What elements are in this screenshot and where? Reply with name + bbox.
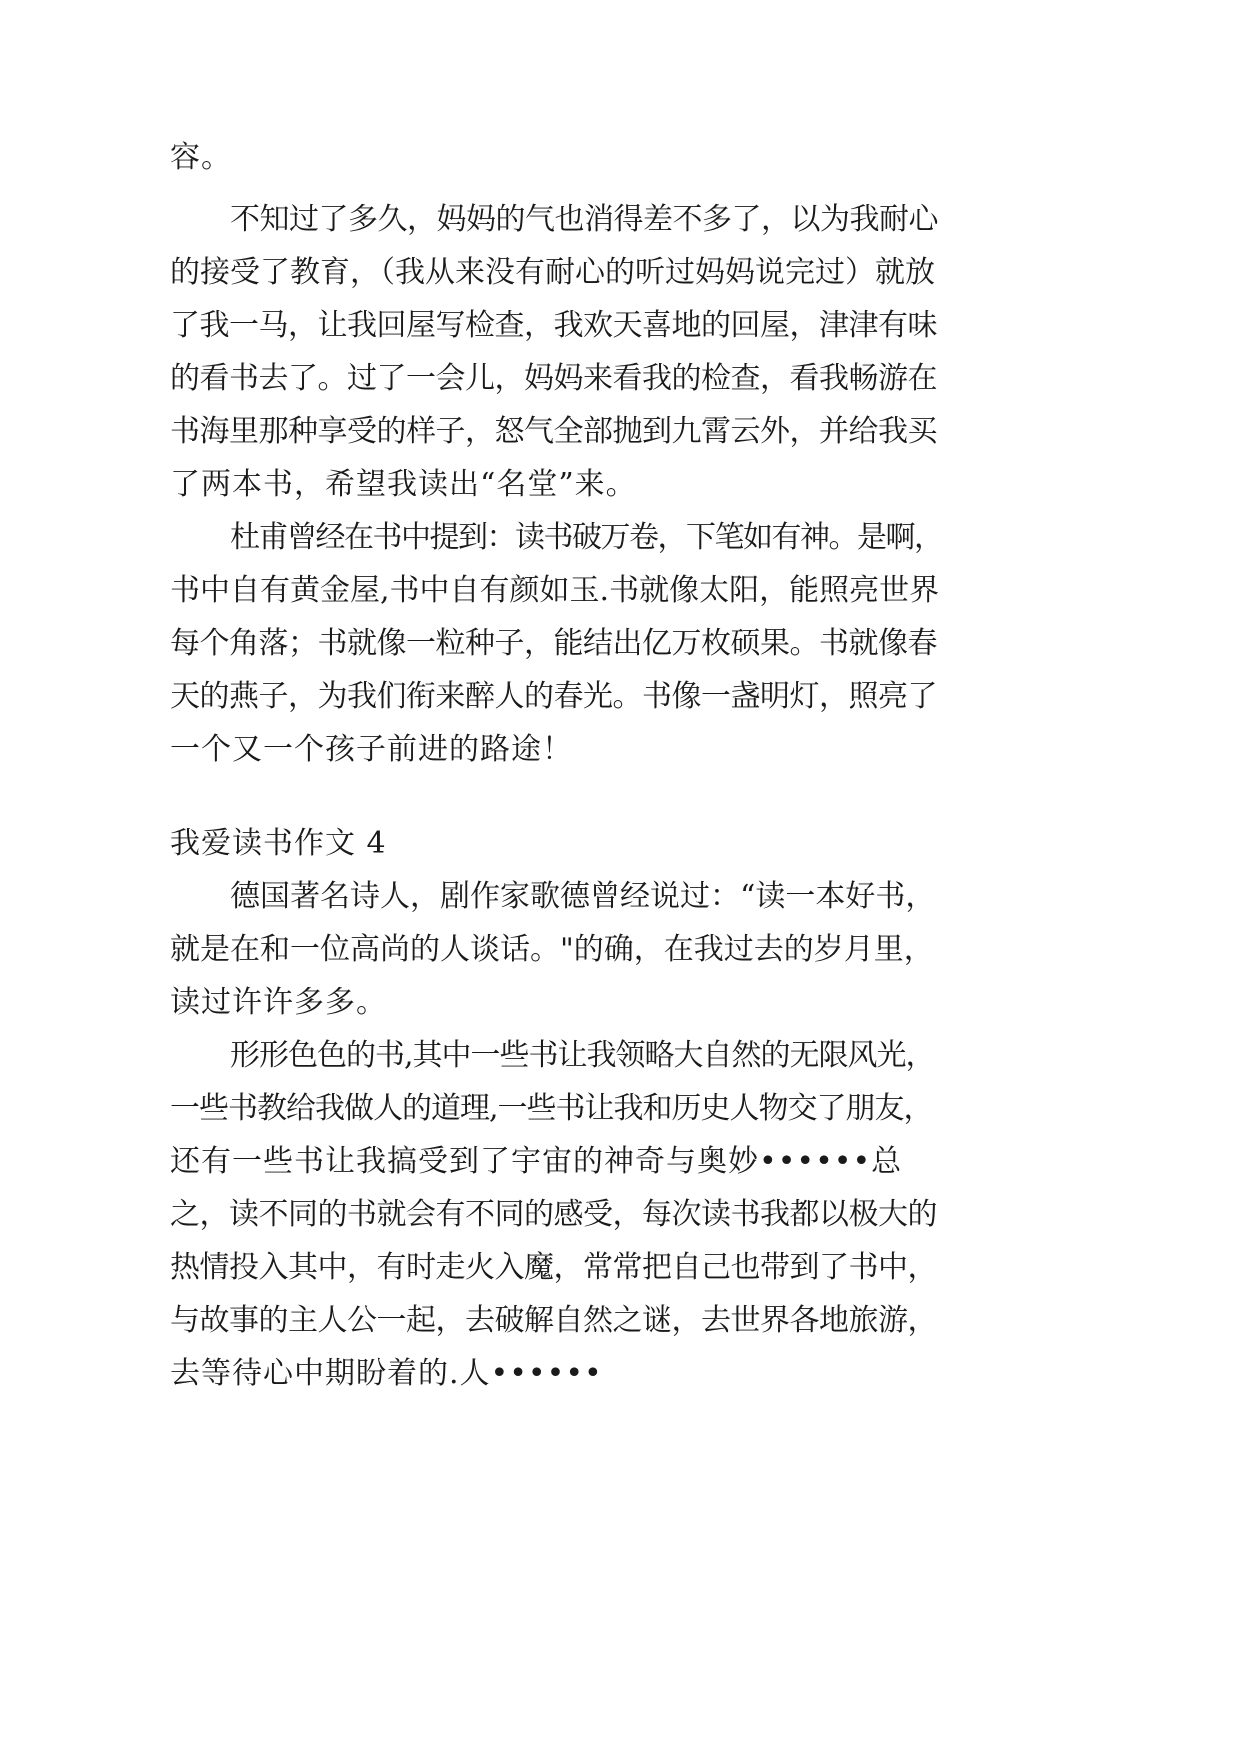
text-line (0, 614, 1241, 674)
text-line-content: 德国著名诗人，剧作家歌德曾经说过：“读一本好书， (230, 879, 936, 914)
text-line (0, 867, 1241, 927)
text-line (0, 720, 1241, 780)
text-line-content: 一些书教给我做人的道理,一些书让我和历史人物交了朋友， (170, 1091, 933, 1126)
text-line-content: 读过许许多多。 (170, 985, 387, 1020)
text-line (0, 1026, 1241, 1086)
text-line-content: 与故事的主人公一起，去破解自然之谜，去世界各地旅游， (170, 1303, 937, 1338)
text-line (0, 1291, 1241, 1351)
text-line-content: 之，读不同的书就会有不同的感受，每次读书我都以极大的 (170, 1197, 937, 1232)
text-line-content: 的接受了教育，（我从来没有耐心的听过妈妈说完过）就放 (170, 255, 935, 290)
text-line-content: 一个又一个孩子前进的路途！ (170, 732, 573, 767)
text-line-content: 不知过了多久，妈妈的气也消得差不多了，以为我耐心 (230, 202, 938, 237)
text-line (0, 296, 1241, 356)
text-line (0, 402, 1241, 462)
text-line (0, 190, 1241, 250)
text-line (0, 1079, 1241, 1139)
text-line-content: 容。 (170, 140, 232, 175)
text-line-content: 形形色色的书,其中一些书让我领略大自然的无限风光， (230, 1038, 935, 1073)
text-line-content: 书中自有黄金屋,书中自有颜如玉.书就像太阳，能照亮世界 (170, 573, 940, 608)
text-line-content: 每个角落；书就像一粒种子，能结出亿万枚硕果。书就像春 (170, 626, 937, 661)
text-line-content: 杜甫曾经在书中提到：读书破万卷，下笔如有神。是啊， (230, 520, 943, 555)
text-line-content: 的看书去了。过了一会儿，妈妈来看我的检查，看我畅游在 (170, 361, 937, 396)
text-line (0, 973, 1241, 1033)
text-line-content: 热情投入其中，有时走火入魔，常常把自己也带到了书中， (170, 1250, 937, 1285)
section-heading (0, 814, 1241, 874)
text-line (0, 508, 1241, 568)
text-line (0, 455, 1241, 515)
text-line (0, 920, 1241, 980)
text-line-content: 书海里那种享受的样子，怒气全部抛到九霄云外，并给我买 (170, 414, 937, 449)
text-line (0, 128, 1241, 188)
text-line (0, 349, 1241, 409)
text-line-content: 就是在和一位高尚的人谈话。"的确，在我过去的岁月里， (170, 932, 934, 967)
section-heading-text: 我爱读书作文 4 (170, 826, 387, 861)
text-line (0, 667, 1241, 727)
text-line (0, 243, 1241, 303)
text-line-content: 了我一马，让我回屋写检查，我欢天喜地的回屋，津津有味 (170, 308, 937, 343)
text-line (0, 1132, 1241, 1192)
text-line (0, 1238, 1241, 1298)
text-line-content: 天的燕子，为我们衔来醉人的春光。书像一盏明灯，照亮了 (170, 679, 937, 714)
text-line (0, 561, 1241, 621)
text-line-content: 去等待心中期盼着的.人•••••• (170, 1356, 603, 1391)
text-line-content: 了两本书，希望我读出“名堂”来。 (170, 467, 637, 502)
text-line (0, 1185, 1241, 1245)
text-line (0, 1344, 1241, 1404)
text-line-content: 还有一些书让我搞受到了宇宙的神奇与奥妙••••••总 (170, 1144, 903, 1179)
